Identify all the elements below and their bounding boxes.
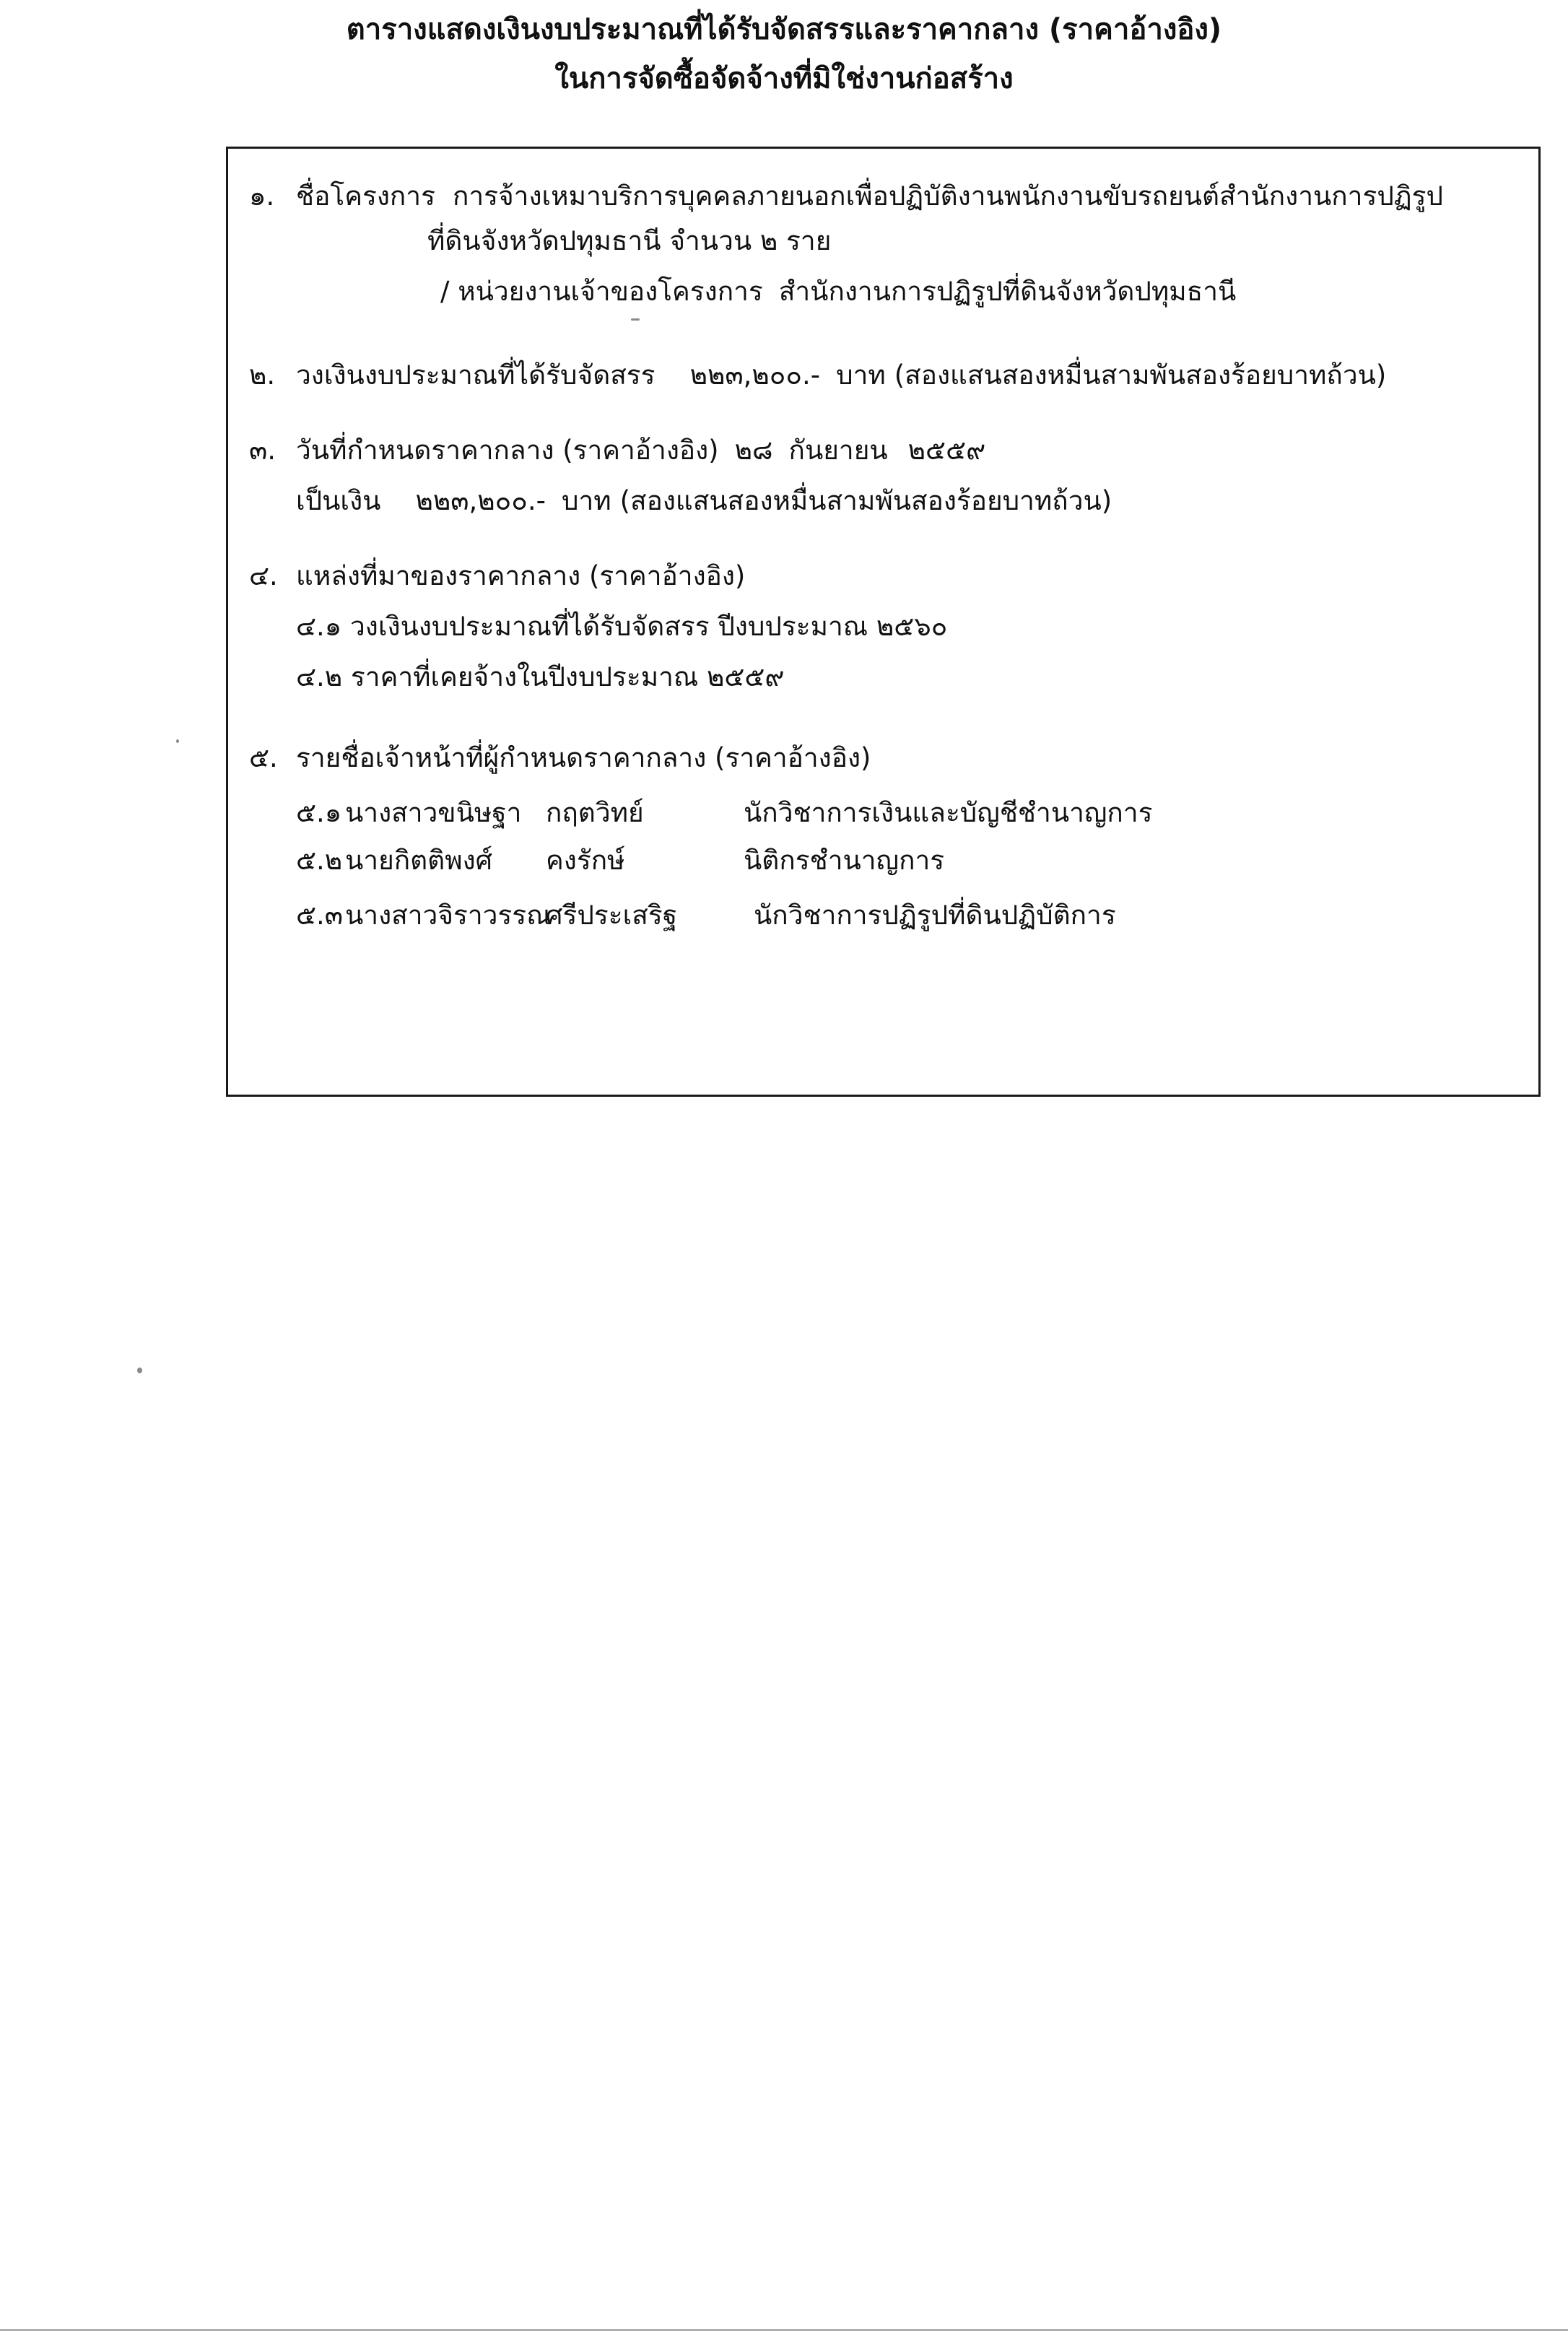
officer-index: ๕.๒ [296, 845, 343, 876]
reference-day: ๒๘ [734, 435, 773, 466]
project-line-1 [296, 176, 1443, 217]
section-number: ๕. [249, 742, 278, 773]
budget-label: วงเงินงบประมาณที่ได้รับจัดสรร [296, 360, 655, 391]
scan-speck [631, 318, 640, 321]
price-sources-label: แหล่งที่มาของราคากลาง (ราคาอ้างอิง) [296, 560, 746, 591]
officers-label: รายชื่อเจ้าหน้าที่ผู้กำหนดราคากลาง (ราคาอ้างอิง) [296, 742, 871, 773]
officer-surname: กฤตวิทย์ [546, 797, 644, 828]
document-title-line-2: ในการจัดซื้อจัดจ้างที่มิใช่งานก่อสร้าง [554, 62, 1014, 95]
reference-date-line [296, 430, 985, 471]
reference-date-label: วันที่กำหนดราคากลาง (ราคาอ้างอิง) [296, 435, 719, 466]
section-number: ๒. [249, 360, 276, 391]
officer-position: นิติกรชำนาญการ [744, 845, 945, 876]
budget-amount: ๒๒๓,๒๐๐.- [689, 360, 821, 391]
reference-year: ๒๕๕๙ [907, 435, 986, 466]
owner-label: / หน่วยงานเจ้าของโครงการ [440, 276, 763, 307]
reference-amount: ๒๒๓,๒๐๐.- [415, 485, 546, 516]
reference-month: กันยายน [788, 435, 888, 466]
price-source-item: ๔.๒ ราคาที่เคยจ้างในปีงบประมาณ ๒๕๕๙ [296, 661, 785, 692]
officer-surname: คงรักษ์ [546, 845, 625, 876]
officer-index: ๕.๓ [296, 900, 344, 931]
reference-amount-label: เป็นเงิน [296, 485, 381, 516]
budget-unit: บาท [836, 360, 886, 391]
budget-line [296, 355, 1386, 396]
officer-name: นายกิตติพงศ์ [345, 845, 493, 876]
owner-value: สำนักงานการปฏิรูปที่ดินจังหวัดปทุมธานี [778, 276, 1237, 307]
officer-name: นางสาวขนิษฐา [345, 797, 522, 828]
project-line-2: ที่ดินจังหวัดปทุมธานี จำนวน ๒ ราย [427, 225, 832, 256]
section-number: ๓. [249, 435, 276, 466]
project-owner-line [440, 271, 1236, 312]
section-number: ๑. [249, 181, 275, 212]
officer-index: ๕.๑ [296, 797, 342, 828]
section-number: ๔. [249, 560, 278, 591]
reference-amount-line [296, 481, 1112, 521]
scan-bottom-edge [0, 2329, 1568, 2331]
project-name: การจ้างเหมาบริการบุคคลภายนอกเพื่อปฏิบัติงานพนักงานขับรถยนต์สำนักงานการปฏิรูป [452, 181, 1444, 212]
officer-position: นักวิชาการเงินและบัญชีชำนาญการ [744, 797, 1153, 828]
officer-surname: ศรีประเสริฐ [546, 900, 678, 931]
budget-amount-words: (สองแสนสองหมื่นสามพันสองร้อยบาทถ้วน) [894, 360, 1387, 391]
project-label: ชื่อโครงการ [296, 181, 435, 212]
scan-speck [137, 1368, 142, 1373]
officer-name: นางสาวจิราวรรณ [345, 900, 552, 931]
scan-speck [176, 739, 179, 743]
officer-position: นักวิชาการปฏิรูปที่ดินปฏิบัติการ [754, 900, 1116, 931]
price-source-item: ๔.๑ วงเงินงบประมาณที่ได้รับจัดสรร ปีงบประมาณ ๒๕๖๐ [296, 611, 948, 642]
document-title-line-1: ตารางแสดงเงินงบประมาณที่ได้รับจัดสรรและราคากลาง (ราคาอ้างอิง) [346, 13, 1222, 46]
reference-amount-words: (สองแสนสองหมื่นสามพันสองร้อยบาทถ้วน) [619, 485, 1112, 516]
reference-unit: บาท [561, 485, 611, 516]
